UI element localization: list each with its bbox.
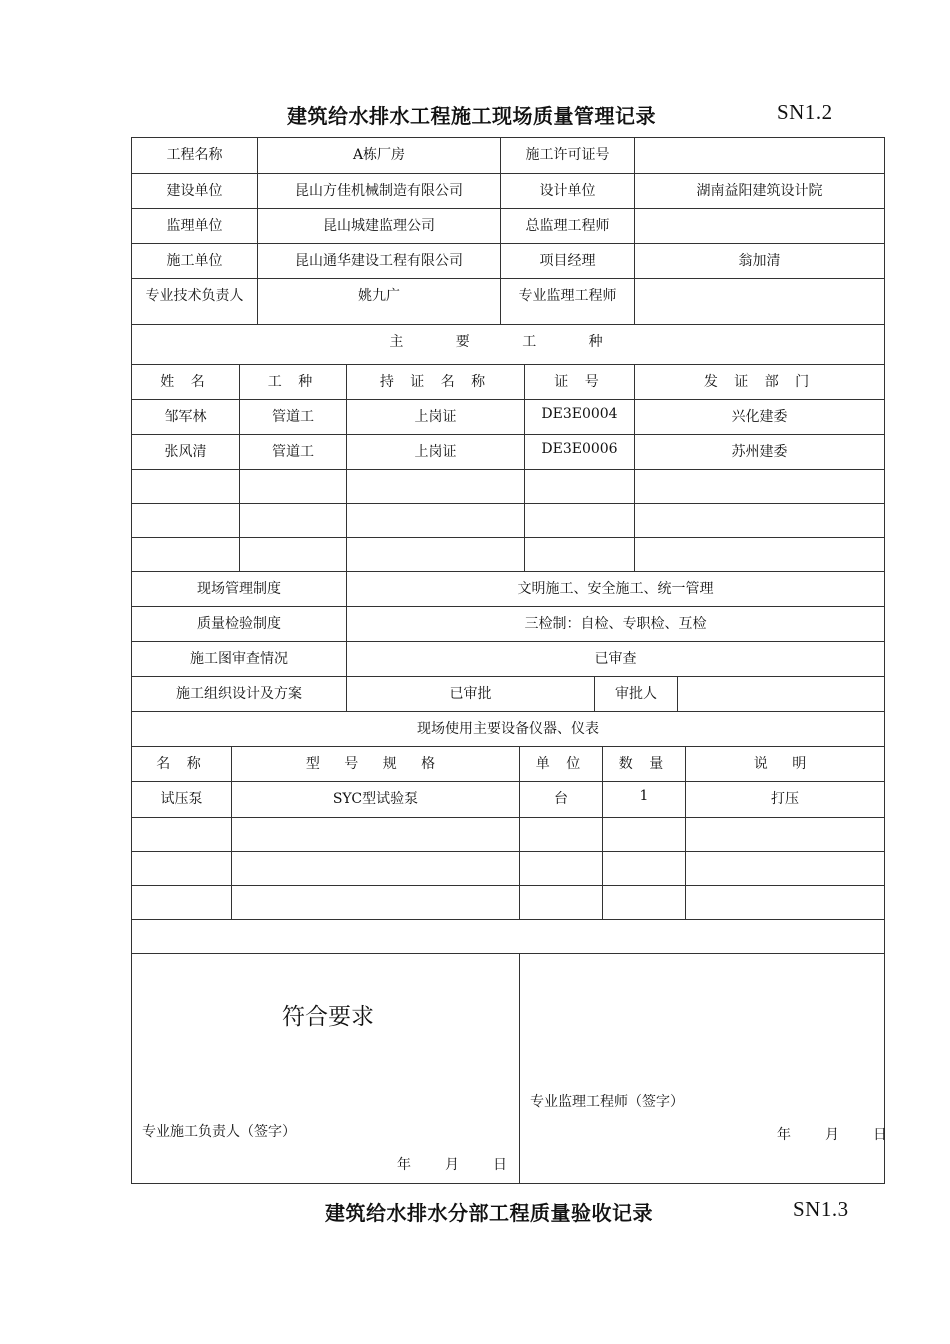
worker-cert-no: DE3E0006 — [525, 435, 635, 469]
header-cert-no: 证 号 — [525, 365, 635, 399]
worker-name — [132, 538, 240, 571]
equipment-section-row — [132, 712, 884, 747]
next-form-title-text: 建筑给水排水分部工程质量验收记录 — [325, 1201, 653, 1225]
equipment-row — [132, 818, 884, 852]
worker-issuer: 兴化建委 — [731, 409, 788, 425]
org-design-value: 已审批 — [347, 677, 595, 711]
worker-cert-no — [525, 470, 635, 503]
equip-note: 打压 — [771, 791, 799, 807]
info-row — [132, 244, 884, 279]
equipment-section-title: 现场使用主要设备仪器、仪表 — [417, 721, 599, 737]
worker-name: 张风清 — [132, 435, 240, 469]
supervisor-sign-box — [520, 954, 889, 1183]
info-label: 专业监理工程师 — [501, 279, 635, 324]
blank-row — [132, 920, 884, 954]
equip-unit — [520, 886, 603, 919]
worker-row — [132, 400, 884, 435]
header-name: 姓 名 — [132, 365, 240, 399]
equip-model — [232, 886, 520, 919]
management-value: 文明施工、安全施工、统一管理 — [517, 581, 714, 597]
quality-management-table — [131, 137, 889, 1184]
workers-section-row — [132, 325, 884, 365]
contractor-sign-label: 专业施工负责人（签字） — [142, 1124, 296, 1140]
worker-issuer — [635, 504, 884, 537]
worker-row — [132, 538, 884, 572]
worker-certificate — [347, 470, 525, 503]
equip-note — [686, 852, 884, 885]
equip-name: 试压泵 — [132, 782, 232, 817]
equip-unit — [520, 818, 603, 851]
worker-name — [132, 504, 240, 537]
form-title-text: 建筑给水排水工程施工现场质量管理记录 — [287, 104, 656, 128]
worker-trade: 管道工 — [240, 435, 347, 469]
info-value: A栋厂房 — [258, 138, 501, 173]
equipment-row — [132, 782, 884, 818]
equipment-row — [132, 886, 884, 920]
worker-trade — [240, 538, 347, 571]
conclusion-area — [132, 954, 889, 1183]
equip-qty — [603, 818, 686, 851]
equip-name — [132, 852, 232, 885]
equip-model — [232, 818, 520, 851]
org-design-label: 施工组织设计及方案 — [132, 677, 347, 711]
workers-header-row — [132, 365, 884, 400]
info-label: 施工单位 — [132, 244, 258, 278]
management-label: 质量检验制度 — [132, 607, 347, 641]
management-label: 施工图审查情况 — [132, 642, 347, 676]
management-row — [132, 572, 884, 607]
header-equip-model: 型 号 规 格 — [232, 747, 520, 781]
info-value — [635, 209, 884, 243]
header-equip-qty: 数 量 — [603, 747, 686, 781]
workers-section-title: 主 要 工 种 — [389, 334, 627, 350]
equip-name — [132, 886, 232, 919]
equipment-row — [132, 852, 884, 886]
equipment-header-row — [132, 747, 884, 782]
equip-unit — [520, 852, 603, 885]
header-equip-note: 说 明 — [753, 756, 817, 772]
info-row — [132, 174, 884, 209]
worker-certificate — [347, 538, 525, 571]
approver-label: 审批人 — [595, 677, 678, 711]
worker-issuer — [635, 470, 884, 503]
worker-row — [132, 504, 884, 538]
equip-qty: 1 — [603, 782, 686, 817]
info-value: 昆山城建监理公司 — [258, 209, 501, 243]
info-value — [635, 138, 884, 173]
supervisor-sign-label: 专业监理工程师（签字） — [530, 1094, 684, 1110]
info-value — [635, 279, 884, 324]
equip-model — [232, 852, 520, 885]
equip-note — [686, 818, 884, 851]
management-label: 现场管理制度 — [132, 572, 347, 606]
info-row — [132, 138, 884, 174]
conclusion-text: 符合要求 — [282, 1004, 374, 1030]
form-code: SN1.2 — [777, 100, 833, 124]
management-value: 三检制：自检、专职检、互检 — [524, 616, 707, 632]
equip-note — [686, 886, 884, 919]
info-value: 湖南益阳建筑设计院 — [696, 183, 823, 199]
worker-trade — [240, 470, 347, 503]
equip-name — [132, 818, 232, 851]
supervisor-sign-date: 年 月 日 — [777, 1127, 889, 1143]
info-label: 项目经理 — [501, 244, 635, 278]
org-design-row — [132, 677, 884, 712]
info-row — [132, 209, 884, 244]
info-label: 专业技术负责人 — [132, 279, 258, 324]
worker-issuer — [635, 538, 884, 571]
worker-certificate: 上岗证 — [347, 435, 525, 469]
header-trade: 工 种 — [240, 365, 347, 399]
approver-value — [678, 677, 884, 711]
info-label: 施工许可证号 — [501, 138, 635, 173]
info-label: 监理单位 — [132, 209, 258, 243]
equip-qty — [603, 852, 686, 885]
worker-name: 邹军林 — [132, 400, 240, 434]
worker-issuer: 苏州建委 — [731, 444, 788, 460]
info-label: 工程名称 — [132, 138, 258, 173]
equip-qty — [603, 886, 686, 919]
worker-cert-no — [525, 504, 635, 537]
info-row — [132, 279, 884, 325]
next-form-code: SN1.3 — [793, 1197, 849, 1221]
info-value: 昆山通华建设工程有限公司 — [258, 244, 501, 278]
worker-name — [132, 470, 240, 503]
header-equip-unit: 单 位 — [520, 747, 603, 781]
info-label: 设计单位 — [501, 174, 635, 208]
worker-certificate — [347, 504, 525, 537]
header-certificate: 持 证 名 称 — [347, 365, 525, 399]
worker-cert-no: DE3E0004 — [525, 400, 635, 434]
worker-certificate: 上岗证 — [347, 400, 525, 434]
contractor-sign-date: 年 月 日 — [397, 1157, 509, 1173]
management-value: 已审查 — [594, 651, 637, 667]
info-value: 昆山方佳机械制造有限公司 — [258, 174, 501, 208]
info-value: 翁加清 — [738, 253, 781, 269]
worker-row — [132, 435, 884, 470]
contractor-sign-box — [132, 954, 520, 1183]
header-equip-name: 名 称 — [132, 747, 232, 781]
worker-trade — [240, 504, 347, 537]
info-label: 建设单位 — [132, 174, 258, 208]
management-row — [132, 642, 884, 677]
info-label: 总监理工程师 — [501, 209, 635, 243]
header-issuer: 发 证 部 门 — [703, 374, 816, 390]
info-value: 姚九广 — [258, 279, 501, 324]
management-row — [132, 607, 884, 642]
equip-model: SYC型试验泵 — [232, 782, 520, 817]
equip-unit: 台 — [520, 782, 603, 817]
worker-cert-no — [525, 538, 635, 571]
worker-trade: 管道工 — [240, 400, 347, 434]
worker-row — [132, 470, 884, 504]
